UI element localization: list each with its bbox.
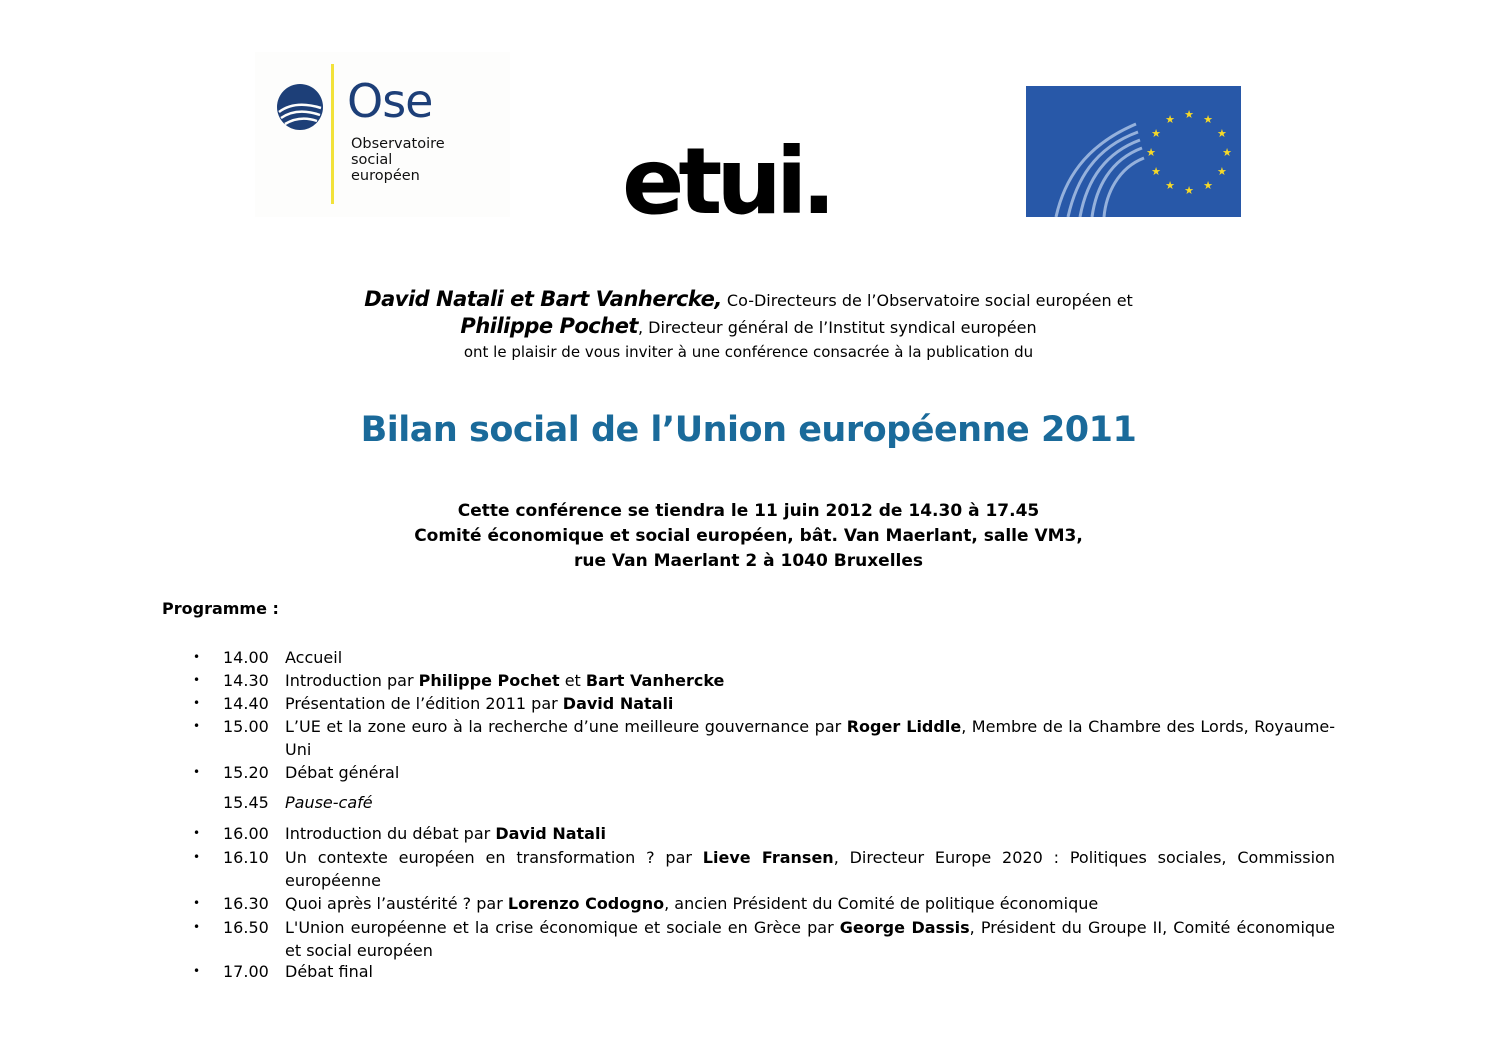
speaker-name: Philippe Pochet bbox=[418, 671, 560, 690]
programme-time: 16.30 bbox=[223, 894, 269, 913]
bullet-icon: • bbox=[193, 696, 201, 710]
event-venue: Comité économique et social européen, bât. Van Maerlant, salle VM3, bbox=[414, 526, 1083, 546]
directors-names: David Natali et Bart Vanhercke, bbox=[364, 287, 722, 311]
programme-time: 16.00 bbox=[223, 824, 269, 843]
ose-logo-subtitle-2: social bbox=[351, 152, 393, 168]
programme-description bbox=[285, 715, 1335, 761]
description-text: , Membre de la Chambre des Lords, Royaume-Uni bbox=[285, 717, 1336, 759]
eu-star-icon: ★ bbox=[1216, 127, 1227, 140]
programme-description bbox=[285, 692, 1335, 715]
eu-star-icon: ★ bbox=[1184, 184, 1194, 197]
eu-star-icon: ★ bbox=[1165, 113, 1175, 127]
eu-star-icon: ★ bbox=[1151, 127, 1162, 140]
bullet-icon: • bbox=[193, 850, 201, 864]
bullet-icon: • bbox=[193, 896, 201, 910]
ose-yellow-bar bbox=[331, 64, 334, 204]
ose-logo-subtitle-1: Observatoire bbox=[351, 136, 445, 152]
speaker-name: Bart Vanhercke bbox=[585, 671, 725, 690]
eu-star-icon: ★ bbox=[1165, 178, 1175, 192]
director-general-role: , Directeur général de l’Institut syndical européen bbox=[637, 318, 1037, 337]
eu-star-icon: ★ bbox=[1151, 165, 1162, 178]
programme-time: 15.20 bbox=[223, 763, 269, 782]
programme-description bbox=[285, 916, 1335, 962]
programme-time: 14.40 bbox=[223, 694, 269, 713]
event-date: Cette conférence se tiendra le 11 juin 2012 de 14.30 à 17.45 bbox=[457, 501, 1040, 521]
eu-star-icon: ★ bbox=[1184, 108, 1194, 121]
eu-star-icon: ★ bbox=[1146, 146, 1156, 159]
description-text: Un contexte européen en transformation ? par bbox=[285, 848, 703, 867]
programme-time: 14.00 bbox=[223, 648, 269, 667]
eu-star-icon: ★ bbox=[1222, 146, 1232, 159]
programme-time: 17.00 bbox=[223, 962, 269, 981]
description-text: Présentation de l’édition 2011 par bbox=[285, 694, 563, 713]
speaker-name: Lorenzo Codogno bbox=[507, 894, 665, 913]
description-text: , Président du Groupe II, Comité économique et social européen bbox=[285, 918, 1336, 960]
programme-description bbox=[285, 791, 1335, 814]
bullet-icon: • bbox=[193, 964, 201, 978]
programme-description bbox=[285, 761, 1335, 784]
description-text: Débat général bbox=[285, 763, 400, 782]
description-text: Introduction par bbox=[285, 671, 419, 690]
description-text: Débat final bbox=[285, 962, 373, 981]
speaker-name: Roger Liddle bbox=[846, 717, 962, 736]
programme-description bbox=[285, 892, 1335, 915]
programme-time: 14.30 bbox=[223, 671, 269, 690]
event-address: rue Van Maerlant 2 à 1040 Bruxelles bbox=[573, 551, 923, 571]
description-text: et bbox=[559, 671, 586, 690]
programme-description bbox=[285, 822, 1335, 845]
programme-time: 15.00 bbox=[223, 717, 269, 736]
eu-star-icon: ★ bbox=[1203, 113, 1213, 127]
description-text: Introduction du débat par bbox=[285, 824, 496, 843]
description-text: Pause-café bbox=[285, 793, 373, 812]
etui-logo: etui. bbox=[622, 128, 831, 235]
bullet-icon: • bbox=[193, 719, 201, 733]
speaker-name: David Natali bbox=[495, 824, 606, 843]
bullet-icon: • bbox=[193, 826, 201, 840]
speaker-name: George Dassis bbox=[839, 918, 970, 937]
programme-description bbox=[285, 846, 1335, 892]
document-title: Bilan social de l’Union européenne 2011 bbox=[360, 410, 1137, 450]
programme-label: Programme : bbox=[162, 599, 279, 618]
description-text: Accueil bbox=[285, 648, 343, 667]
bullet-icon: • bbox=[193, 920, 201, 934]
eesc-logo bbox=[1026, 86, 1241, 217]
programme-description bbox=[285, 960, 1335, 983]
ose-logo bbox=[255, 52, 510, 217]
speaker-name: David Natali bbox=[562, 694, 674, 713]
eu-star-icon: ★ bbox=[1216, 165, 1227, 178]
invitation-line-1 bbox=[0, 287, 1497, 311]
ose-logo-name: Ose bbox=[347, 74, 433, 128]
description-text: , ancien Président du Comité de politique économique bbox=[664, 894, 1099, 913]
programme-time: 16.50 bbox=[223, 918, 269, 937]
invitation-line-3: ont le plaisir de vous inviter à une conférence consacrée à la publication du bbox=[463, 343, 1034, 361]
ose-logo-subtitle-3: européen bbox=[351, 168, 420, 184]
description-text: , Directeur Europe 2020 : Politiques sociales, Commission européenne bbox=[285, 848, 1335, 890]
ose-emblem-icon bbox=[275, 82, 325, 132]
programme-description bbox=[285, 669, 1335, 692]
director-general-name: Philippe Pochet bbox=[460, 314, 638, 338]
programme-time: 15.45 bbox=[223, 793, 269, 812]
description-text: L'Union européenne et la crise économique et sociale en Grèce par bbox=[285, 918, 840, 937]
bullet-icon: • bbox=[193, 765, 201, 779]
directors-role: Co-Directeurs de l’Observatoire social européen et bbox=[721, 291, 1133, 310]
description-text: L’UE et la zone euro à la recherche d’une meilleure gouvernance par bbox=[285, 717, 847, 736]
programme-time: 16.10 bbox=[223, 848, 269, 867]
eu-star-icon: ★ bbox=[1203, 178, 1213, 192]
description-text: Quoi après l’austérité ? par bbox=[285, 894, 508, 913]
bullet-icon: • bbox=[193, 673, 201, 687]
bullet-icon: • bbox=[193, 650, 201, 664]
speaker-name: Lieve Fransen bbox=[702, 848, 834, 867]
programme-description bbox=[285, 646, 1335, 669]
invitation-line-2 bbox=[0, 314, 1497, 338]
